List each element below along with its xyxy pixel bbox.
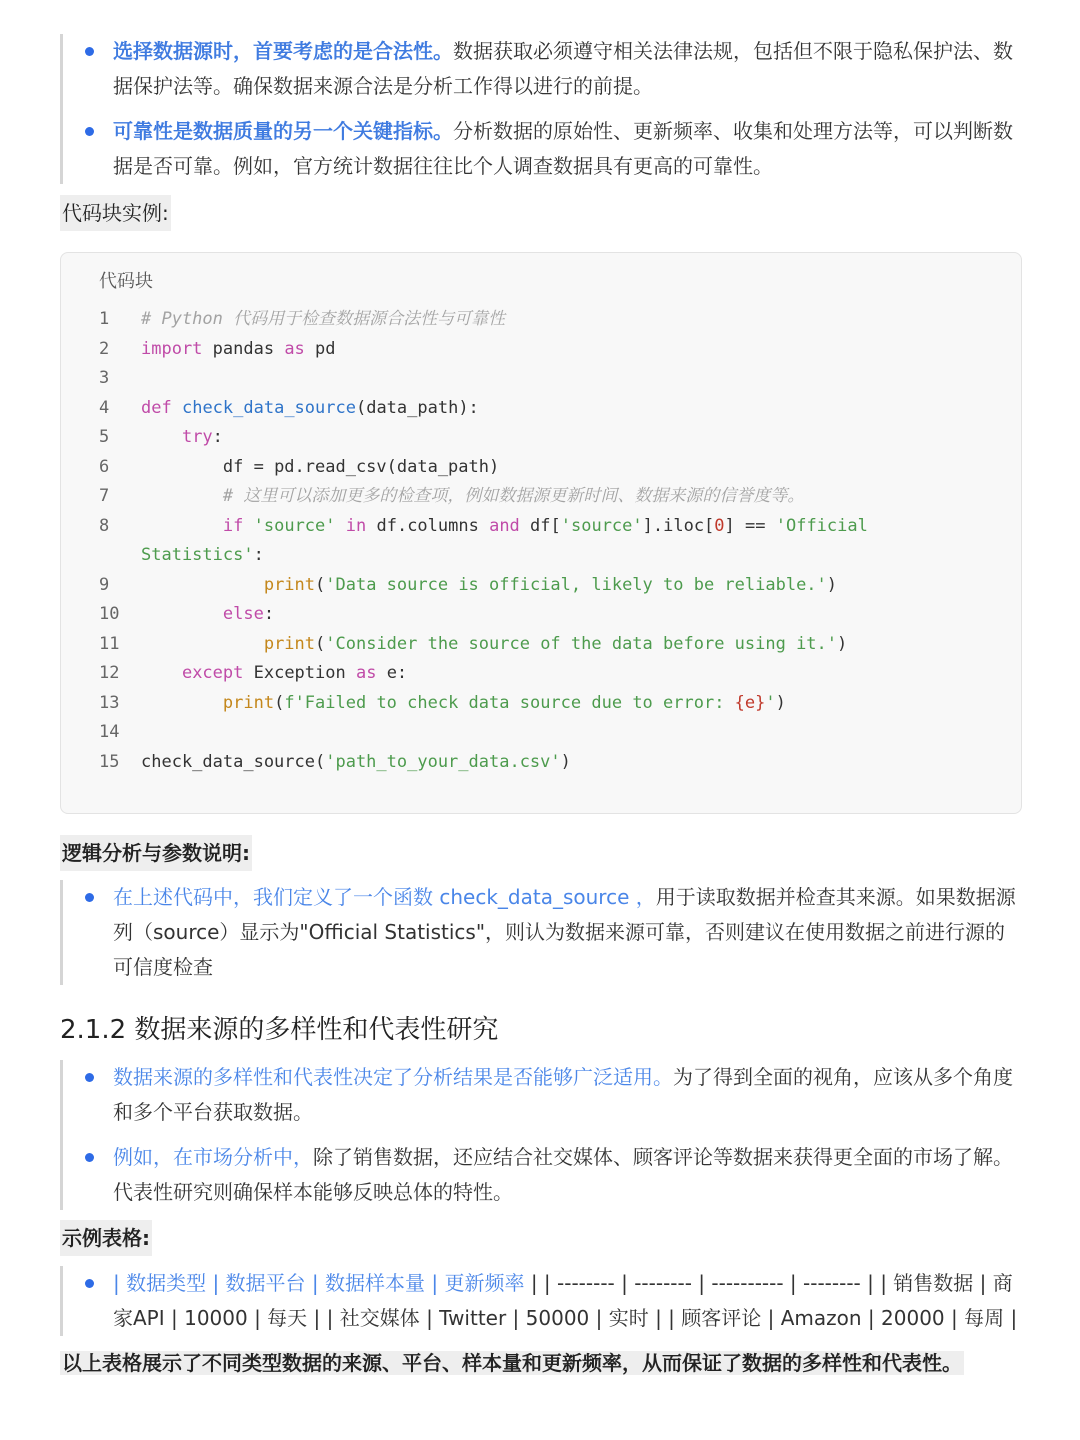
list-item — [85, 880, 1022, 985]
code-string: 'source' — [560, 515, 643, 536]
code-line — [61, 305, 1021, 335]
code-fstring: f'Failed to check data source due to error: — [284, 692, 735, 713]
code-string: 'path_to_your_data.csv' — [325, 751, 561, 772]
section-heading: 2.1.2 数据来源的多样性和代表性研究 — [60, 1015, 499, 1045]
code-text: ].iloc[ — [642, 515, 715, 536]
code-number: 0 — [714, 515, 725, 536]
bullet-text: 除了销售数据，还应结合社交媒体、顾客评论等数据来获得更全面的市场了解。代表性研究则确保样本能够反映总体的特性。 — [113, 1145, 1013, 1204]
line-number: 2 — [99, 338, 110, 359]
code-line — [61, 423, 1021, 453]
line-number: 3 — [99, 368, 110, 388]
line-number: 7 — [99, 486, 110, 506]
code-text: ] == — [724, 515, 776, 536]
code-builtin: print — [263, 633, 316, 654]
code-string: 'source' — [253, 515, 336, 536]
code-keyword: import — [141, 338, 203, 359]
code-text: df[ — [519, 515, 561, 536]
list-item — [85, 34, 1022, 104]
code-line — [61, 335, 1021, 365]
bullet-text: 数据获取必须遵守相关法律法规，包括但不限于隐私保护法、数据保护法等。确保数据来源合法是分析工作得以进行的前提。 — [113, 39, 1013, 98]
list-item — [85, 1140, 1022, 1210]
line-number: 5 — [99, 427, 110, 447]
code-keyword: as — [355, 663, 377, 683]
bullet-highlight: 在上述代码中，我们定义了一个函数 check_data_source ， — [113, 885, 656, 909]
code-line — [61, 571, 1021, 601]
code-text: check_data_source( — [141, 751, 326, 772]
legality-reliability-list — [85, 34, 1022, 184]
logic-analysis-label: 逻辑分析与参数说明: — [60, 835, 252, 871]
code-keyword: in — [345, 515, 367, 536]
line-number: 15 — [99, 751, 120, 772]
code-string: 'Official — [775, 515, 868, 536]
bullet-text: 为了得到全面的视角，应该从多个角度和多个平台获取数据。 — [113, 1065, 1013, 1124]
code-line — [61, 394, 1021, 424]
bullet-highlight: 可靠性是数据质量的另一个关键指标。 — [113, 119, 453, 143]
code-string: 'Consider the source of the data before using it.' — [325, 633, 838, 654]
code-keyword: as — [284, 338, 305, 359]
code-text: ) — [826, 574, 838, 595]
code-text: ) — [775, 692, 786, 713]
table-summary-text: 以上表格展示了不同类型数据的来源、平台、样本量和更新频率，从而保证了数据的多样性和代表性。 — [62, 1351, 962, 1375]
legality-reliability-quote — [60, 34, 1022, 184]
code-keyword: def — [141, 397, 172, 418]
code-builtin: print — [222, 692, 275, 713]
code-line — [61, 748, 1021, 778]
table-summary-note — [60, 1346, 990, 1381]
bullet-highlight: 数据来源的多样性和代表性决定了分析结果是否能够广泛适用。 — [113, 1065, 673, 1089]
code-line — [61, 512, 1021, 542]
line-number: 13 — [99, 692, 120, 713]
code-line — [61, 659, 1021, 689]
code-text: (data_path): — [355, 397, 479, 418]
bullet-text: 分析数据的原始性、更新频率、收集和处理方法等，可以判断数据是否可靠。例如，官方统计数据往往比个人调查数据具有更高的可靠性。 — [113, 119, 1013, 178]
line-number: 12 — [99, 663, 120, 683]
code-line — [61, 453, 1021, 483]
list-item — [85, 114, 1022, 184]
code-fstring-expr: {e} — [734, 692, 766, 713]
line-number: 8 — [99, 515, 110, 536]
table-raw-list — [85, 1266, 1022, 1336]
line-number: 11 — [99, 633, 120, 654]
code-fstring: ' — [765, 692, 776, 713]
code-line — [61, 600, 1021, 630]
code-line — [61, 364, 1021, 394]
code-keyword: else — [222, 604, 264, 624]
code-string: Statistics' — [141, 545, 254, 565]
code-text: ) — [837, 633, 848, 654]
code-line-wrap — [61, 541, 1021, 571]
code-text: df.columns — [366, 515, 490, 536]
line-number: 1 — [99, 309, 110, 329]
code-string: 'Data source is official, likely to be reliable.' — [325, 574, 827, 595]
list-item — [85, 1266, 1022, 1336]
bullet-text: | | -------- | -------- | ---------- | -------- | | 销售数据 | 商家API | 10000 | 每天 | | 社交媒体 | Twitter | 50000 | 实时 | | 顾客评论 | Amazon | 20000 | 每周 | — [113, 1271, 1018, 1330]
code-block-title: 代码块 — [99, 271, 153, 292]
code-text: : — [212, 427, 223, 447]
code-comment: # Python 代码用于检查数据源合法性与可靠性 — [141, 309, 506, 329]
line-number: 6 — [99, 456, 110, 477]
logic-analysis-quote — [60, 880, 1022, 985]
code-builtin: print — [263, 574, 316, 595]
code-block — [60, 252, 1022, 814]
code-text: df = pd.read_csv(data_path) — [222, 456, 500, 477]
line-number: 4 — [99, 397, 110, 418]
code-text: e: — [376, 663, 408, 683]
line-number: 10 — [99, 604, 120, 624]
code-function-name: check_data_source — [181, 397, 356, 418]
bullet-highlight: 例如，在市场分析中， — [113, 1145, 313, 1169]
example-table-label: 示例表格: — [60, 1220, 152, 1256]
code-keyword: except — [181, 663, 244, 683]
list-item — [85, 1060, 1022, 1130]
code-keyword: if — [222, 515, 244, 536]
logic-analysis-list — [85, 880, 1022, 985]
line-number — [61, 541, 141, 571]
code-line — [61, 689, 1021, 719]
table-raw-quote — [60, 1266, 1022, 1336]
code-text: ( — [315, 574, 326, 595]
code-text: ( — [315, 633, 326, 654]
code-line — [61, 630, 1021, 660]
code-text: Exception — [243, 663, 356, 683]
code-text: ) — [560, 751, 571, 772]
code-keyword: try — [181, 427, 213, 447]
line-number: 9 — [99, 574, 110, 595]
code-lines — [61, 305, 1021, 777]
code-line — [61, 482, 1021, 512]
code-text: pd — [304, 338, 336, 359]
code-text: pandas — [202, 338, 285, 359]
bullet-highlight: | 数据类型 | 数据平台 | 数据样本量 | 更新频率 — [113, 1271, 525, 1295]
code-comment: # 这里可以添加更多的检查项，例如数据源更新时间、数据来源的信誉度等。 — [222, 486, 805, 506]
diversity-quote — [60, 1060, 1022, 1210]
code-text: : — [263, 604, 275, 624]
diversity-list — [85, 1060, 1022, 1210]
bullet-text: 用于读取数据并检查其来源。如果数据源列（source）显示为"Official Statistics"，则认为数据来源可靠，否则建议在使用数据之前进行源的可信度检查 — [113, 885, 1016, 979]
bullet-highlight: 选择数据源时，首要考虑的是合法性。 — [113, 39, 453, 63]
code-text: ( — [274, 692, 285, 713]
code-line — [61, 718, 1021, 748]
line-number: 14 — [99, 722, 120, 742]
code-example-label: 代码块实例: — [60, 195, 171, 231]
code-keyword: and — [489, 515, 520, 536]
code-text: : — [253, 545, 264, 565]
